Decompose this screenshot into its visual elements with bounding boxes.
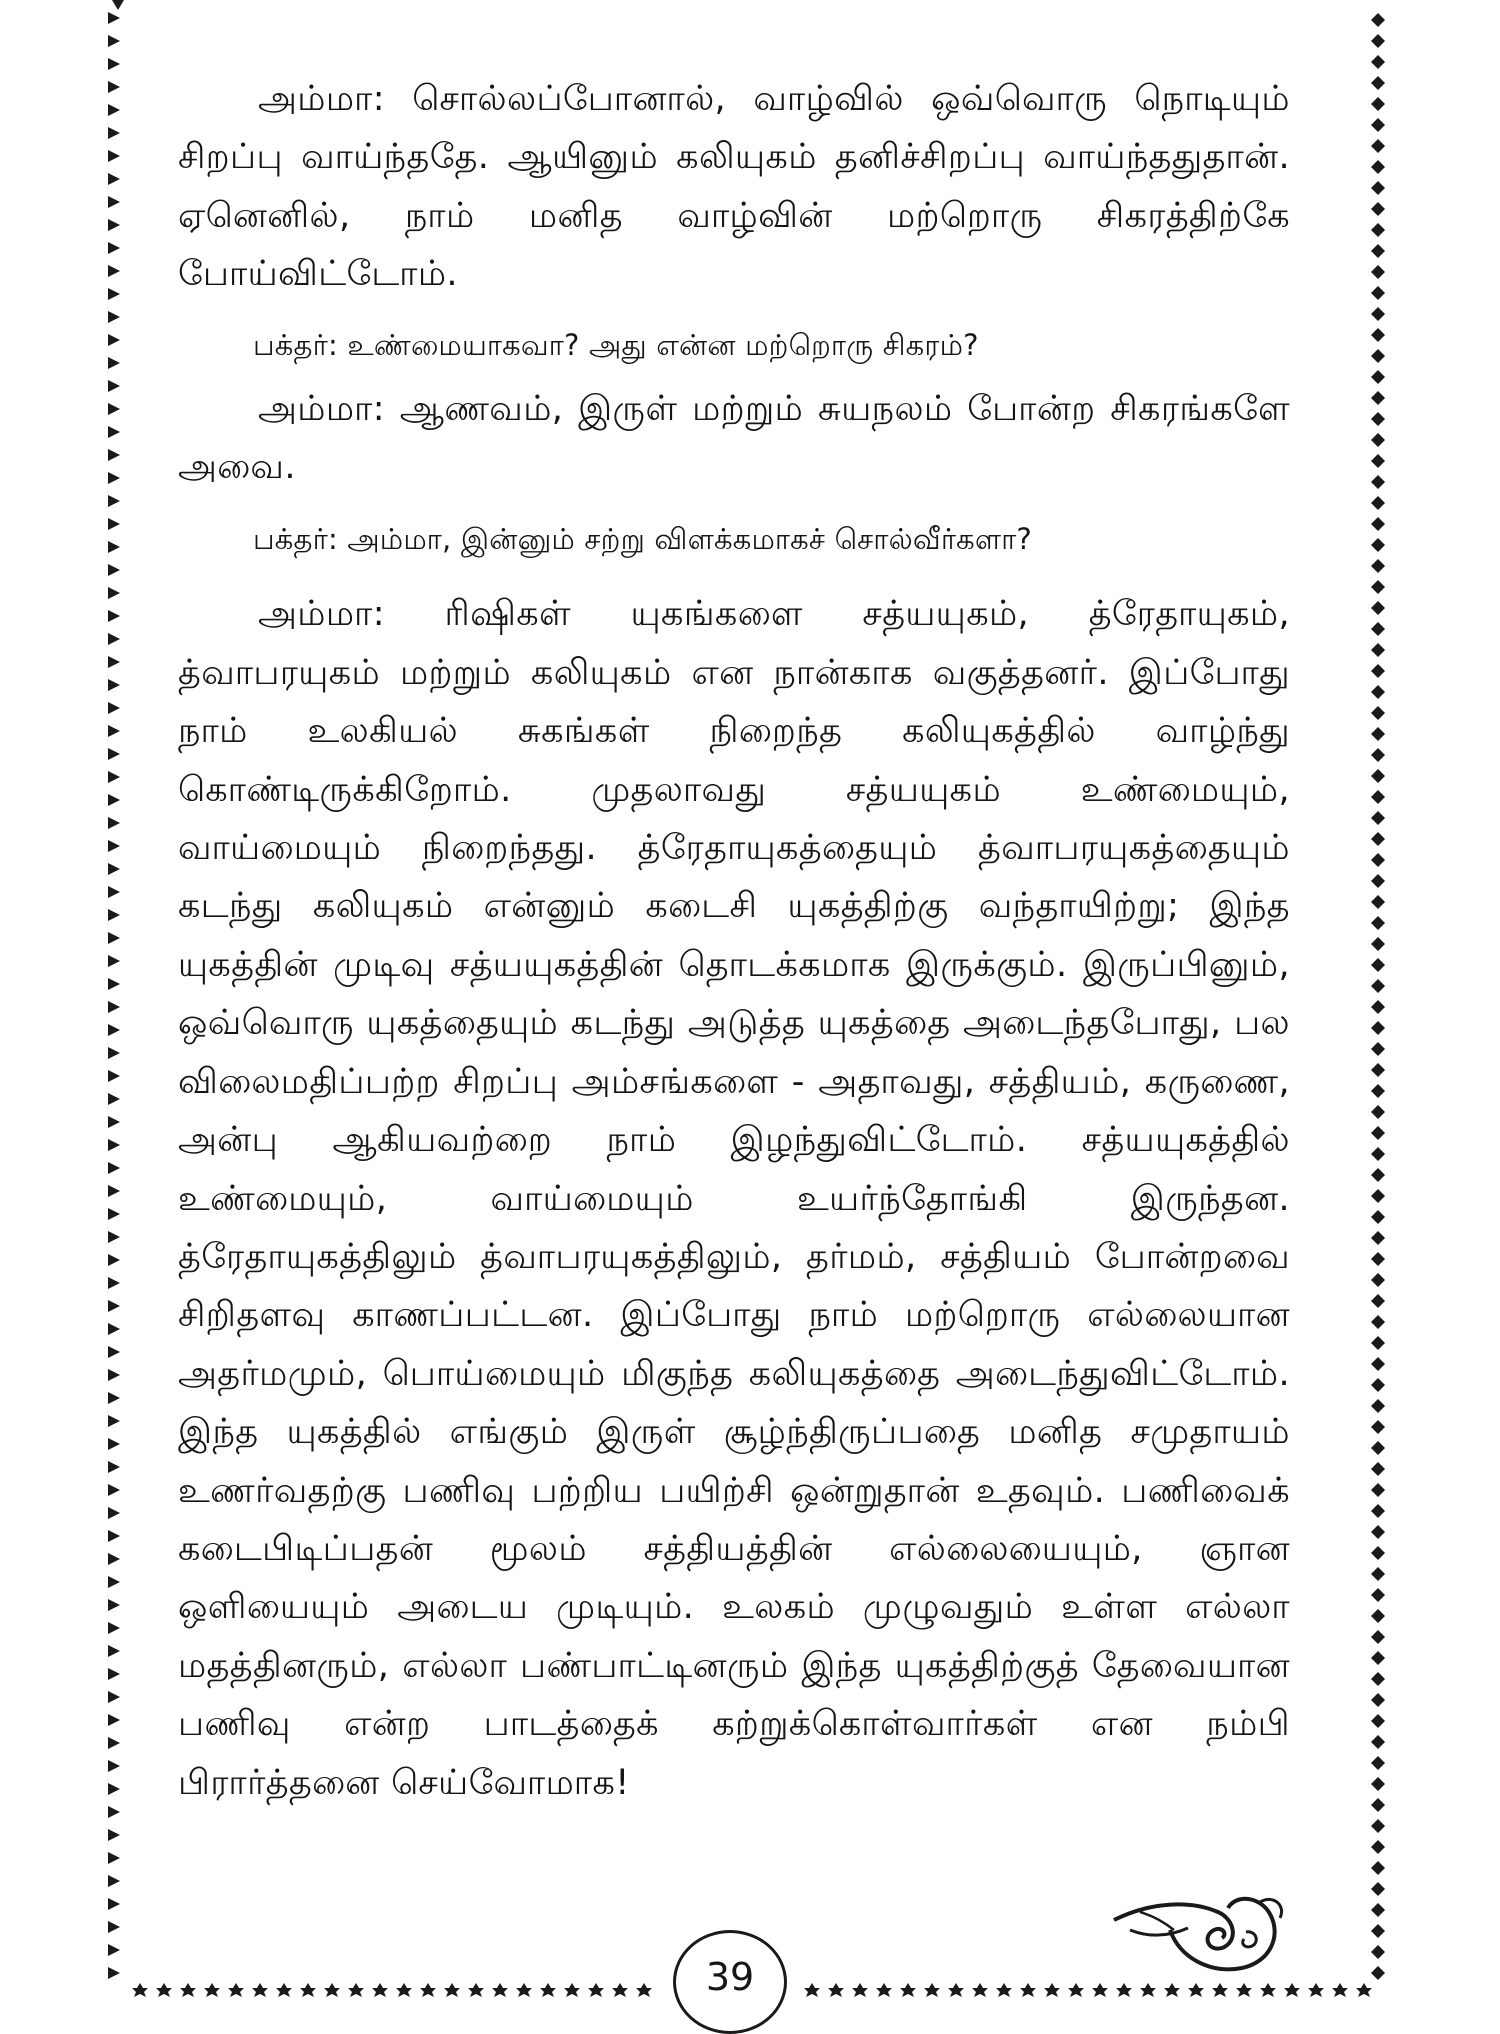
border-arrow-left: [108, 518, 120, 530]
border-arrow-left: [108, 932, 120, 944]
border-diamond-right: [1371, 1000, 1385, 1014]
border-arrow-left: [108, 242, 120, 254]
border-star-bottom: [996, 1983, 1012, 1997]
border-star-bottom: [1260, 1983, 1276, 1997]
border-arrow-left: [108, 449, 120, 461]
border-diamond-right: [1371, 97, 1385, 111]
border-star-bottom: [1044, 1983, 1060, 1997]
border-arrow-left: [108, 150, 120, 162]
border-star-bottom: [204, 1983, 220, 1997]
border-arrow-left: [108, 334, 120, 346]
border-star-bottom: [156, 1983, 172, 1997]
border-star-bottom: [348, 1983, 364, 1997]
border-arrow-left: [108, 1185, 120, 1197]
border-star-bottom: [276, 1983, 292, 1997]
border-arrow-left: [108, 58, 120, 70]
border-arrow-left: [108, 1093, 120, 1105]
border-arrow-left: [108, 495, 120, 507]
border-diamond-right: [1371, 454, 1385, 468]
border-diamond-right: [1371, 1399, 1385, 1413]
border-diamond-right: [1371, 1798, 1385, 1812]
border-diamond-right: [1371, 1756, 1385, 1770]
border-arrow-left: [108, 311, 120, 323]
border-diamond-right: [1371, 1252, 1385, 1266]
border-arrow-left: [108, 955, 120, 967]
border-star-bottom: [948, 1983, 964, 1997]
border-diamond-right: [1371, 916, 1385, 930]
paragraph-amma-2: அம்மா: ஆணவம், இருள் மற்றும் சுயநலம் போன்ற சிகரங்களே அவை.: [178, 388, 1290, 488]
border-diamond-right: [1371, 811, 1385, 825]
border-diamond-right: [1371, 496, 1385, 510]
border-star-bottom: [900, 1983, 916, 1997]
border-star-bottom: [1116, 1983, 1132, 1997]
border-star-bottom: [444, 1983, 460, 1997]
border-star-bottom: [1188, 1983, 1204, 1997]
border-diamond-right: [1371, 1777, 1385, 1791]
border-diamond-right: [1371, 391, 1385, 405]
border-diamond-right: [1371, 853, 1385, 867]
border-arrow-left: [108, 1553, 120, 1565]
border-arrow-left: [108, 196, 120, 208]
border-diamond-right: [1371, 1903, 1385, 1917]
border-star-bottom: [1092, 1983, 1108, 1997]
border-diamond-right: [1371, 622, 1385, 636]
border-star-bottom: [972, 1983, 988, 1997]
border-diamond-right: [1371, 1063, 1385, 1077]
border-star-bottom: [540, 1983, 556, 1997]
border-arrow-left: [108, 863, 120, 875]
border-diamond-right: [1371, 1126, 1385, 1140]
border-diamond-right: [1371, 244, 1385, 258]
page-number: 39: [705, 1955, 755, 1999]
border-diamond-right: [1371, 769, 1385, 783]
border-star-bottom: [492, 1983, 508, 1997]
border-arrow-left: [108, 702, 120, 714]
border-arrow-left: [108, 12, 120, 24]
border-diamond-right: [1371, 979, 1385, 993]
border-arrow-left: [108, 1645, 120, 1657]
border-diamond-right: [1371, 559, 1385, 573]
border-arrow-left: [108, 1001, 120, 1013]
border-diamond-right: [1371, 1462, 1385, 1476]
border-diamond-right: [1371, 1273, 1385, 1287]
border-arrow-left: [108, 265, 120, 277]
border-diamond-right: [1371, 685, 1385, 699]
border-diamond-right: [1371, 1210, 1385, 1224]
border-star-bottom: [876, 1983, 892, 1997]
border-arrow-left: [108, 1967, 120, 1979]
border-star-bottom: [804, 1983, 820, 1997]
border-diamond-right: [1371, 1483, 1385, 1497]
border-diamond-right: [1371, 13, 1385, 27]
border-diamond-right: [1371, 1168, 1385, 1182]
border-arrow-left: [108, 771, 120, 783]
border-arrow-left: [108, 1162, 120, 1174]
border-star-bottom: [228, 1983, 244, 1997]
border-diamond-right: [1371, 328, 1385, 342]
border-star-bottom: [564, 1983, 580, 1997]
border-star-bottom: [1356, 1983, 1372, 1997]
border-arrow-left: [108, 633, 120, 645]
border-arrow-left: [108, 1898, 120, 1910]
border-star-bottom: [1140, 1983, 1156, 1997]
border-diamond-right: [1371, 433, 1385, 447]
border-arrow-left: [108, 1070, 120, 1082]
border-arrow-left: [108, 909, 120, 921]
border-arrow-left: [108, 1300, 120, 1312]
border-star-bottom: [1332, 1983, 1348, 1997]
border-arrow-left: [108, 219, 120, 231]
border-star-bottom: [924, 1983, 940, 1997]
border-arrow-left: [108, 1116, 120, 1128]
paragraph-devotee-2: பக்தர்: அம்மா, இன்னும் சற்று விளக்கமாகச் சொல்வீர்களா?: [253, 522, 1033, 557]
border-star-bottom: [420, 1983, 436, 1997]
border-diamond-right: [1371, 1084, 1385, 1098]
border-arrow-left: [108, 1231, 120, 1243]
border-arrow-left: [108, 1829, 120, 1841]
border-arrow-left: [108, 794, 120, 806]
border-arrow-left: [108, 1346, 120, 1358]
border-arrow-left: [108, 1530, 120, 1542]
border-diamond-right: [1371, 55, 1385, 69]
border-arrow-left: [108, 403, 120, 415]
border-star-bottom: [1308, 1983, 1324, 1997]
border-arrow-left: [108, 1760, 120, 1772]
border-star-bottom: [852, 1983, 868, 1997]
border-arrow-left: [108, 1139, 120, 1151]
border-diamond-right: [1371, 895, 1385, 909]
border-diamond-right: [1371, 1966, 1385, 1980]
border-diamond-right: [1371, 265, 1385, 279]
border-diamond-right: [1371, 1651, 1385, 1665]
border-arrow-left: [108, 357, 120, 369]
border-diamond-right: [1371, 1882, 1385, 1896]
border-diamond-right: [1371, 937, 1385, 951]
border-diamond-right: [1371, 1504, 1385, 1518]
border-diamond-right: [1371, 1294, 1385, 1308]
border-corner-top: [112, 0, 124, 10]
border-arrow-left: [108, 35, 120, 47]
border-diamond-right: [1371, 790, 1385, 804]
border-diamond-right: [1371, 1231, 1385, 1245]
border-diamond-right: [1371, 349, 1385, 363]
paragraph-amma-1: அம்மா: சொல்லப்போனால், வாழ்வில் ஒவ்வொரு நொடியும் சிறப்பு வாய்ந்ததே. ஆயினும் கலியுகம் தனிச்சிறப்பு வாய்ந்ததுதான். ஏனெனில், நாம் மனித வாழ்வின் மற்றொரு சிகரத்திற்கே போய்விட்டோம்.: [178, 79, 1290, 295]
border-diamond-right: [1371, 34, 1385, 48]
paragraph-amma-3: அம்மா: ரிஷிகள் யுகங்களை சத்யயுகம், த்ரேதாயுகம், த்வாபரயுகம் மற்றும் கலியுகம் என நான்காக வகுத்தனர். இப்போது நாம் உலகியல் சுகங்கள் நிறைந்த கலியுகத்தில் வாழ்ந்து கொண்டிருக்கிறோம். முதலாவது சத்யயுகம் உண்மையும், வாய்மையும் நிறைந்தது. த்ரேதாயுகத்தையும் த்வாபரயுகத்தையும் கடந்து கலியுகம் என்னும் கடைசி யுகத்திற்கு வந்தாயிற்று; இந்த யுகத்தின் முடிவு சத்யயுகத்தின் தொடக்கமாக இருக்கும். இருப்பினும், ஒவ்வொரு யுகத்தையும் கடந்து அடுத்த யுகத்தை அடைந்தபோது, பல விலைமதிப்பற்ற சிறப்பு அம்சங்களை - அதாவது, சத்தியம், கருணை, அன்பு ஆகியவற்றை நாம் இழந்துவிட்டோம். சத்யயுகத்தில் உண்மையும், வாய்மையும் உயர்ந்தோங்கி இருந்தன. த்ரேதாயுகத்திலும் த்வாபரயுகத்திலும், தர்மம், சத்தியம் போன்றவை சிறிதளவு காணப்பட்டன. இப்போது நாம் மற்றொரு எல்லையான அதர்மமும், பொய்மையும் மிகுந்த கலியுகத்தை அடைந்துவிட்டோம். இந்த யுகத்தில் எங்கும் இருள் சூழ்ந்திருப்பதை மனித சமுதாயம் உணர்வதற்கு பணிவு பற்றிய பயிற்சி ஒன்றுதான் உதவும். பணிவைக் கடைபிடிப்பதன் மூலம் சத்தியத்தின் எல்லையையும், ஞான ஒளியையும் அடைய முடியும். உலகம் முழுவதும் உள்ள எல்லா மதத்தினரும், எல்லா பண்பாட்டினரும் இந்த யுகத்திற்குத் தேவையான பணிவு என்ற பாடத்தைக் கற்றுக்கொள்வார்கள் என நம்பி பிரார்த்தனை செய்வோமாக!: [178, 594, 1290, 1803]
border-arrow-left: [108, 1668, 120, 1680]
border-diamond-right: [1371, 517, 1385, 531]
border-diamond-right: [1371, 181, 1385, 195]
border-star-bottom: [324, 1983, 340, 1997]
border-diamond-right: [1371, 1693, 1385, 1707]
border-diamond-right: [1371, 286, 1385, 300]
border-diamond-right: [1371, 643, 1385, 657]
border-arrow-left: [108, 541, 120, 553]
border-arrow-left: [108, 127, 120, 139]
border-diamond-right: [1371, 1840, 1385, 1854]
border-diamond-right: [1371, 664, 1385, 678]
border-arrow-left: [108, 1323, 120, 1335]
border-diamond-right: [1371, 118, 1385, 132]
border-star-bottom: [1284, 1983, 1300, 1997]
border-arrow-left: [108, 1622, 120, 1634]
border-arrow-left: [108, 1783, 120, 1795]
border-arrow-left: [108, 1277, 120, 1289]
border-diamond-right: [1371, 1714, 1385, 1728]
border-star-bottom: [372, 1983, 388, 1997]
border-arrow-left: [108, 472, 120, 484]
border-arrow-left: [108, 1369, 120, 1381]
border-diamond-right: [1371, 874, 1385, 888]
border-star-bottom: [828, 1983, 844, 1997]
border-arrow-left: [108, 1392, 120, 1404]
border-diamond-right: [1371, 1609, 1385, 1623]
border-diamond-right: [1371, 1567, 1385, 1581]
border-arrow-left: [108, 288, 120, 300]
border-diamond-right: [1371, 832, 1385, 846]
border-diamond-right: [1371, 748, 1385, 762]
border-diamond-right: [1371, 139, 1385, 153]
border-diamond-right: [1371, 1336, 1385, 1350]
border-star-bottom: [1068, 1983, 1084, 1997]
border-diamond-right: [1371, 538, 1385, 552]
border-arrow-left: [108, 1208, 120, 1220]
border-arrow-left: [108, 1254, 120, 1266]
border-diamond-right: [1371, 1021, 1385, 1035]
border-arrow-left: [108, 679, 120, 691]
border-diamond-right: [1371, 1630, 1385, 1644]
border-star-bottom: [180, 1983, 196, 1997]
border-diamond-right: [1371, 958, 1385, 972]
border-diamond-right: [1371, 1945, 1385, 1959]
border-arrow-left: [108, 1507, 120, 1519]
border-arrow-left: [108, 1691, 120, 1703]
border-star-bottom: [588, 1983, 604, 1997]
border-star-bottom: [1164, 1983, 1180, 1997]
border-arrow-left: [108, 1461, 120, 1473]
border-diamond-right: [1371, 370, 1385, 384]
border-diamond-right: [1371, 1147, 1385, 1161]
border-diamond-right: [1371, 1441, 1385, 1455]
border-arrow-left: [108, 564, 120, 576]
border-arrow-left: [108, 817, 120, 829]
flourish-icon: [1110, 1872, 1290, 1982]
border-arrow-left: [108, 1806, 120, 1818]
border-arrow-left: [108, 840, 120, 852]
border-diamond-right: [1371, 580, 1385, 594]
border-star-bottom: [132, 1983, 148, 1997]
border-diamond-right: [1371, 1861, 1385, 1875]
paragraph-devotee-1: பக்தர்: உண்மையாகவா? அது என்ன மற்றொரு சிகரம்?: [253, 327, 979, 362]
border-diamond-right: [1371, 160, 1385, 174]
border-arrow-left: [108, 748, 120, 760]
border-arrow-left: [108, 1024, 120, 1036]
border-arrow-left: [108, 1737, 120, 1749]
border-arrow-left: [108, 1852, 120, 1864]
border-diamond-right: [1371, 76, 1385, 90]
border-diamond-right: [1371, 706, 1385, 720]
border-arrow-left: [108, 886, 120, 898]
border-arrow-left: [108, 1599, 120, 1611]
border-arrow-left: [108, 1047, 120, 1059]
border-arrow-left: [108, 173, 120, 185]
border-star-bottom: [1020, 1983, 1036, 1997]
border-arrow-left: [108, 978, 120, 990]
border-diamond-right: [1371, 1042, 1385, 1056]
border-arrow-left: [108, 1714, 120, 1726]
border-diamond-right: [1371, 475, 1385, 489]
border-diamond-right: [1371, 601, 1385, 615]
border-arrow-left: [108, 1944, 120, 1956]
border-diamond-right: [1371, 1105, 1385, 1119]
border-diamond-right: [1371, 727, 1385, 741]
border-arrow-left: [108, 1438, 120, 1450]
border-diamond-right: [1371, 307, 1385, 321]
border-star-bottom: [1212, 1983, 1228, 1997]
border-arrow-left: [108, 1415, 120, 1427]
border-diamond-right: [1371, 1546, 1385, 1560]
border-diamond-right: [1371, 1420, 1385, 1434]
border-diamond-right: [1371, 202, 1385, 216]
border-diamond-right: [1371, 223, 1385, 237]
border-diamond-right: [1371, 1924, 1385, 1938]
page-number-badge: [673, 1930, 787, 2034]
border-star-bottom: [468, 1983, 484, 1997]
border-diamond-right: [1371, 1735, 1385, 1749]
border-diamond-right: [1371, 1588, 1385, 1602]
document-body: [178, 52, 1290, 1812]
border-arrow-left: [108, 81, 120, 93]
border-star-bottom: [612, 1983, 628, 1997]
border-star-bottom: [1236, 1983, 1252, 1997]
border-arrow-left: [108, 380, 120, 392]
border-star-bottom: [300, 1983, 316, 1997]
border-diamond-right: [1371, 1672, 1385, 1686]
border-diamond-right: [1371, 1189, 1385, 1203]
border-arrow-left: [108, 1576, 120, 1588]
border-diamond-right: [1371, 1315, 1385, 1329]
border-star-bottom: [396, 1983, 412, 1997]
border-arrow-left: [108, 1484, 120, 1496]
border-arrow-left: [108, 104, 120, 116]
border-arrow-left: [108, 1921, 120, 1933]
border-star-bottom: [516, 1983, 532, 1997]
border-arrow-left: [108, 610, 120, 622]
border-arrow-left: [108, 426, 120, 438]
border-star-bottom: [252, 1983, 268, 1997]
border-diamond-right: [1371, 1525, 1385, 1539]
border-arrow-left: [108, 1875, 120, 1887]
border-diamond-right: [1371, 412, 1385, 426]
border-diamond-right: [1371, 1357, 1385, 1371]
border-diamond-right: [1371, 1819, 1385, 1833]
border-star-bottom: [636, 1983, 652, 1997]
border-arrow-left: [108, 656, 120, 668]
border-diamond-right: [1371, 1378, 1385, 1392]
border-arrow-left: [108, 725, 120, 737]
border-arrow-left: [108, 587, 120, 599]
